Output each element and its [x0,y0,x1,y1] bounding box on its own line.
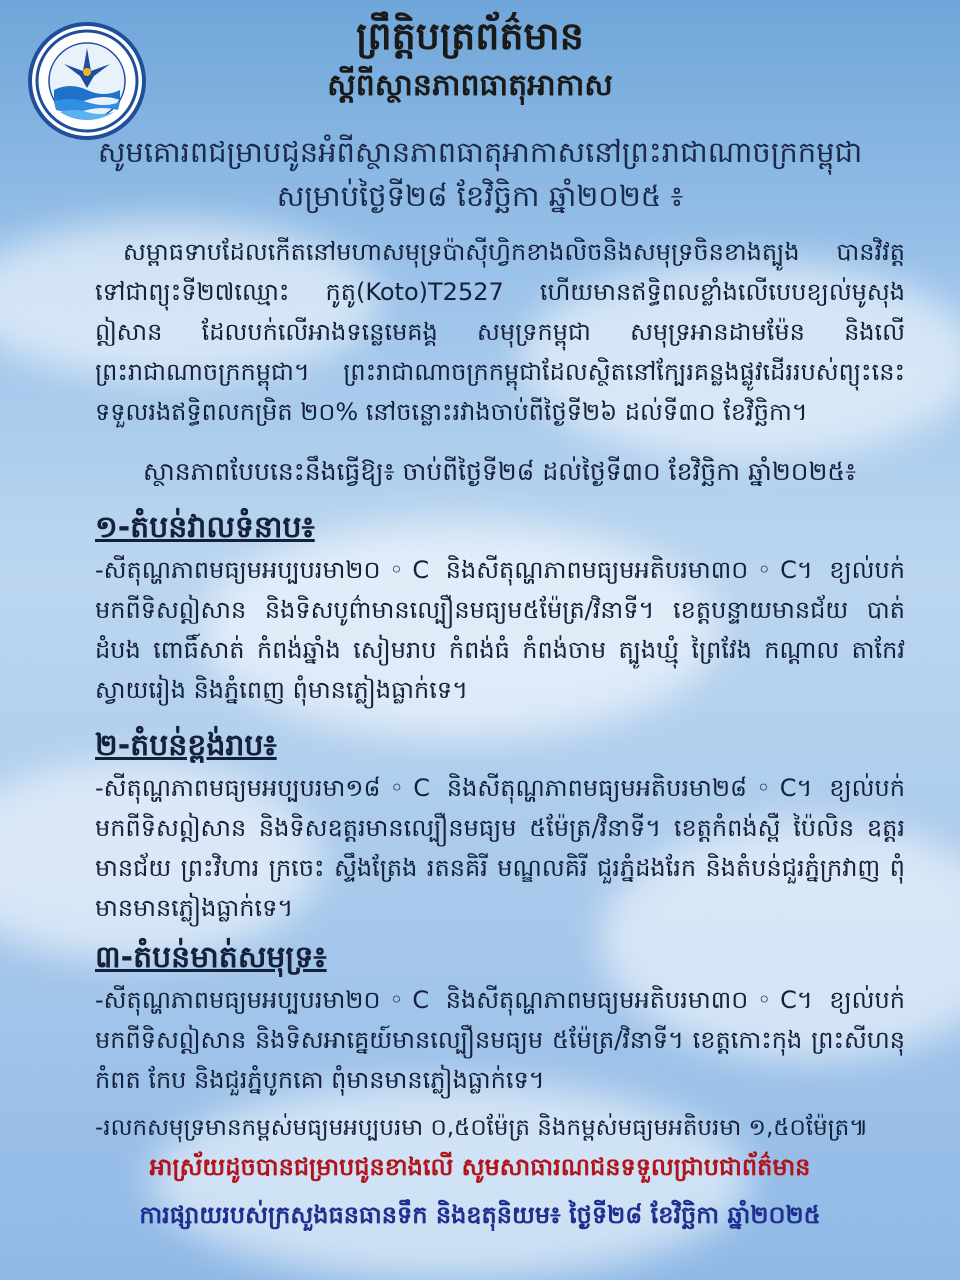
intro-line-2: សម្រាប់ថ្ងៃទី២៨ ខែវិច្ឆិកា ឆ្នាំ២០២៥ ៖ [276,179,684,213]
region-body-highland: -សីតុណ្ហភាពមធ្យមអប្បបរមា១៨◦C និងសីតុណ្ហភាពមធ្យមអតិបរមា២៨◦C។ ខ្យល់បក់មកពីទិសឦសាន និងទិសឧត្តរមានល្បឿនមធ្យម ៥ម៉ែត្រ/វិនាទី។ ខេត្តកំពង់ស្ពឺ ប៉ៃលិន ឧត្តរមានជ័យ ព្រះវិហារ ក្រចេះ ស្ទឹងត្រែង រតនគិរី មណ្ឌលគិរី ជួរភ្នំដងរែក និងតំបន់ជួរភ្នំក្រវាញ ពុំមានមានភ្លៀងធ្លាក់ទេ។ [95,774,905,922]
bulletin-subtitle: ស្តីពីស្ថានភាពធាតុអាកាស [327,68,613,103]
region-body-coastal: -សីតុណ្ហភាពមធ្យមអប្បបរមា២០◦C និងសីតុណ្ហភាពមធ្យមអតិបរមា៣០◦C។ ខ្យល់បក់មកពីទិសឦសាន និងទិសអាគ្នេយ៍មានល្បឿនមធ្យម ៥ម៉ែត្រ/វិនាទី។ ខេត្តកោះកុង ព្រះសីហនុ កំពត កែប និងជួរភ្នំបូកគោ ពុំមានមានភ្លៀងធ្លាក់ទេ។ [95,986,905,1094]
forecast-period: ស្ថានភាពបែបនេះនឹងធ្វើឱ្យ៖ ចាប់ពីថ្ងៃទី២៨ ដល់ថ្ងៃទី៣០ ខែវិច្ឆិកា ឆ្នាំ២០២៥៖ [143,457,857,486]
summary-paragraph: សម្ពាធទាបដែលកើតនៅមហាសមុទ្រប៉ាស៊ីហ្វិកខាងលិចនិងសមុទ្រចិនខាងត្បូង បានវិវត្តទៅជាព្យុះទី២៧ឈ្មោះ កូតូ(Koto)T2527 ហើយមានឥទ្ធិពលខ្លាំងលើបេបខ្យល់មូសុងឦសាន ដែលបក់លើអាងទន្លេមេគង្គ សមុទ្រកម្ពុជា សមុទ្រអានដាមម៉ែន និងលើព្រះរាជាណាចក្រកម្ពុជា។ ព្រះរាជាណាចក្រកម្ពុជាដែលស្ថិតនៅក្បែរគន្លងផ្លូវដើររបស់ព្យុះនេះ ទទួលរងឥទ្ធិពលកម្រិត ២០% នៅចន្លោះរវាងចាប់ពីថ្ងៃទី២៦ ដល់ទី៣០ ខែវិច្ឆិកា។ [95,238,905,426]
ministry-signature: ការផ្សាយរបស់ក្រសួងធនធានទឹក និងឧតុនិយម៖ ថ្ងៃទី២៨ ខែវិច្ឆិកា ឆ្នាំ២០២៥ [139,1201,821,1229]
ministry-seal-icon [28,22,146,140]
region-heading-lowland: ១-តំបន់វាលទំនាប៖ [95,510,315,545]
bulletin-title: ព្រឹត្តិបត្រព័ត៌មាន [356,14,584,58]
sea-wave-note: -រលកសមុទ្រមានកម្ពស់មធ្យមអប្បបរមា ០,៥០ម៉ែត្រ និងកម្ពស់មធ្យមអតិបរមា ១,៥០ម៉ែត្រ៕ [95,1115,869,1141]
public-notice: អាស្រ័យដូចបានជម្រាបជូនខាងលើ សូមសាធារណជនទទួលជ្រាបជាព័ត៌មាន [149,1153,811,1181]
region-body-lowland: -សីតុណ្ហភាពមធ្យមអប្បបរមា២០◦C និងសីតុណ្ហភាពមធ្យមអតិបរមា៣០◦C។ ខ្យល់បក់មកពីទិសឦសាន និងទិសបូព៌ាមានល្បឿនមធ្យម៥ម៉ែត្រ/វិនាទី។ ខេត្តបន្ទាយមានជ័យ បាត់ដំបង ពោធិ៍សាត់ កំពង់ឆ្នាំង សៀមរាប កំពង់ធំ កំពង់ចាម ត្បូងឃ្មុំ ព្រៃវែង កណ្តាល តាកែវ ស្វាយរៀង និងភ្នំពេញ ពុំមានភ្លៀងធ្លាក់ទេ។ [95,556,905,704]
region-heading-highland: ២-តំបន់ខ្ពង់រាប៖ [95,728,277,763]
intro-line-1: សូមគោរពជម្រាបជូនអំពីស្ថានភាពធាតុអាកាសនៅព្រះរាជាណាចក្រកម្ពុជា [97,135,863,169]
region-heading-coastal: ៣-តំបន់មាត់សមុទ្រ៖ [95,940,327,975]
